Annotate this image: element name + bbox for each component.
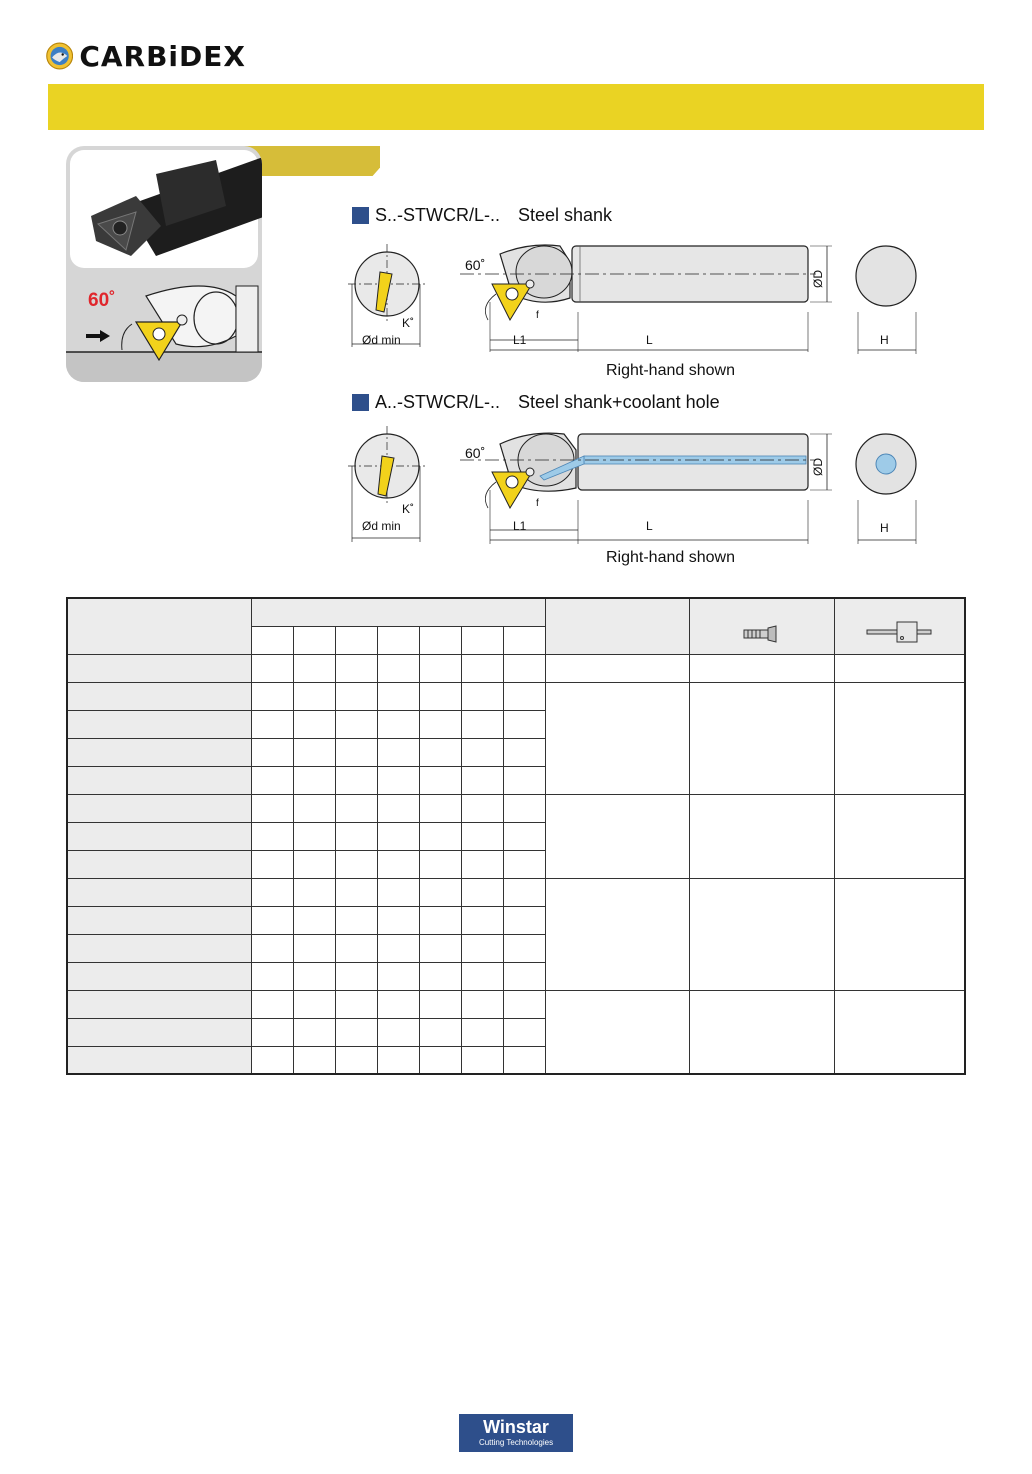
- section-desc: Steel shank: [518, 205, 613, 225]
- key-cell: [835, 682, 965, 794]
- code-cell: [67, 1018, 251, 1046]
- section-desc: Steel shank+coolant hole: [518, 392, 720, 412]
- screw-cell: [690, 654, 835, 682]
- k-label: K˚: [402, 316, 414, 330]
- header-dim-cell: [461, 626, 503, 654]
- screw-cell: [690, 990, 835, 1074]
- f-label: f: [536, 498, 539, 509]
- header-dim-cell: [377, 626, 419, 654]
- screw-cell: [690, 682, 835, 794]
- header-insert: [545, 598, 689, 654]
- header-dim-cell: [419, 626, 461, 654]
- od-label: ØD: [811, 458, 825, 476]
- table-row: [67, 794, 965, 822]
- angle-60-label: 60˚: [465, 445, 486, 461]
- f-label: f: [536, 310, 539, 321]
- table-row: [67, 990, 965, 1018]
- screw-cell: [690, 878, 835, 990]
- header-dimensions: [251, 598, 545, 626]
- header-dim-cell: [335, 626, 377, 654]
- code-cell: [67, 990, 251, 1018]
- header-screw: [690, 598, 835, 654]
- bullet-square-icon: [352, 207, 369, 224]
- table-row: [67, 654, 965, 682]
- dmin-label: Ød min: [362, 519, 401, 533]
- section-title-coolant: [352, 392, 720, 413]
- key-cell: [835, 654, 965, 682]
- insert-cell: [545, 990, 689, 1074]
- code-cell: [67, 850, 251, 878]
- code-cell: [67, 934, 251, 962]
- table-row: [67, 682, 965, 710]
- key-cell: [835, 794, 965, 878]
- code-cell: [67, 654, 251, 682]
- product-photo: [66, 146, 262, 382]
- angle-label: 60˚: [88, 290, 116, 311]
- torx-key-icon: [865, 620, 935, 644]
- angle-60-label: 60˚: [465, 257, 486, 273]
- header-banner: [48, 84, 984, 130]
- h-label: H: [880, 521, 889, 535]
- footer-logo: [459, 1414, 573, 1452]
- code-cell: [67, 766, 251, 794]
- header-order-code: [67, 598, 251, 654]
- header-dim-cell: [251, 626, 293, 654]
- code-cell: [67, 962, 251, 990]
- brand-logo: [46, 36, 246, 76]
- screw-cell: [690, 794, 835, 878]
- header-dim-cell: [293, 626, 335, 654]
- drawing-caption: Right-hand shown: [606, 549, 735, 566]
- code-cell: [67, 878, 251, 906]
- header-dim-cell: [503, 626, 545, 654]
- key-cell: [835, 990, 965, 1074]
- k-label: K˚: [402, 502, 414, 516]
- bullet-square-icon: [352, 394, 369, 411]
- code-cell: [67, 1046, 251, 1074]
- l1-label: L1: [513, 519, 527, 533]
- code-cell: [67, 906, 251, 934]
- code-cell: [67, 794, 251, 822]
- code-cell: [67, 738, 251, 766]
- footer-brand: Winstar: [483, 1417, 549, 1437]
- drawing-coolant-shank: [340, 420, 940, 570]
- footer-tagline: Cutting Technologies: [478, 1438, 554, 1447]
- logo-badge-icon: [46, 38, 73, 74]
- insert-cell: [545, 878, 689, 990]
- drawing-steel-shank: [340, 232, 940, 382]
- spec-table: [66, 597, 966, 1075]
- l1-label: L1: [513, 333, 527, 347]
- insert-cell: [545, 794, 689, 878]
- brand-name: CARBiDEX: [79, 39, 246, 73]
- od-label: ØD: [811, 270, 825, 288]
- key-cell: [835, 878, 965, 990]
- insert-cell: [545, 654, 689, 682]
- code-cell: [67, 682, 251, 710]
- h-label: H: [880, 333, 889, 347]
- code-cell: [67, 822, 251, 850]
- code-cell: [67, 710, 251, 738]
- screw-icon: [742, 624, 782, 644]
- insert-cell: [545, 682, 689, 794]
- drawing-caption: Right-hand shown: [606, 362, 735, 379]
- section-code: A..-STWCR/L-..: [375, 392, 500, 412]
- section-title-steel: [352, 205, 612, 226]
- header-key: [835, 598, 965, 654]
- l-label: L: [646, 333, 653, 347]
- l-label: L: [646, 519, 653, 533]
- section-code: S..-STWCR/L-..: [375, 205, 500, 225]
- dmin-label: Ød min: [362, 333, 401, 347]
- table-row: [67, 878, 965, 906]
